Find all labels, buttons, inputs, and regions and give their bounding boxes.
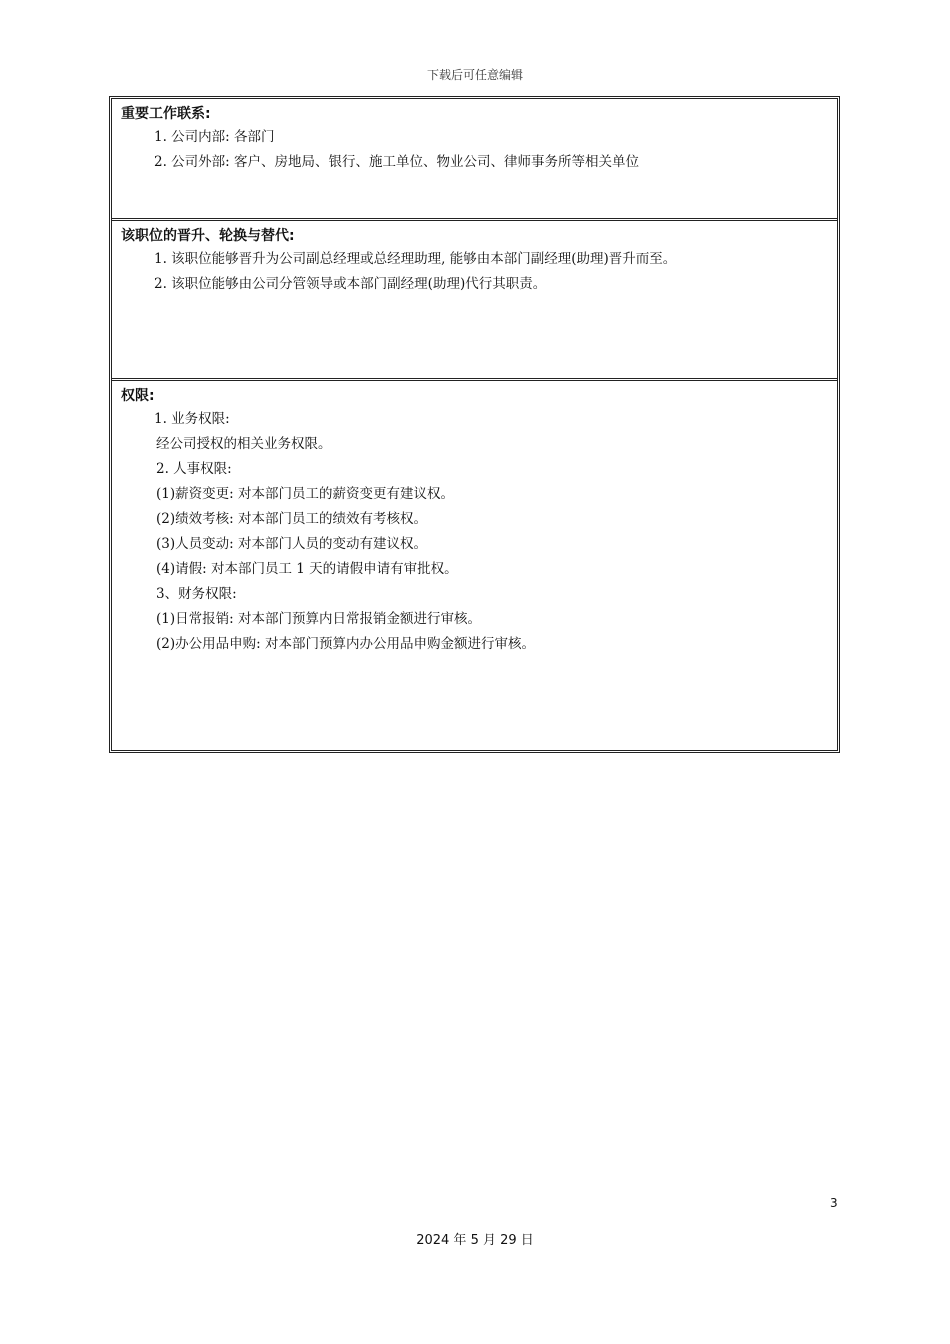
list-item: (2)绩效考核: 对本部门员工的绩效有考核权。 — [156, 511, 427, 527]
section-title: 重要工作联系: — [121, 106, 211, 122]
section-promotion — [112, 221, 837, 381]
list-item: 2. 人事权限: — [156, 461, 232, 477]
job-description-table — [109, 96, 840, 753]
section-authority — [112, 381, 837, 750]
header-note: 下载后可任意编辑 — [426, 68, 523, 82]
list-item: 2. 公司外部: 客户、房地局、银行、施工单位、物业公司、律师事务所等相关单位 — [154, 154, 640, 170]
list-item: (4)请假: 对本部门员工 1 天的请假申请有审批权。 — [156, 561, 458, 577]
list-item: (1)薪资变更: 对本部门员工的薪资变更有建议权。 — [156, 486, 454, 502]
list-item: (3)人员变动: 对本部门人员的变动有建议权。 — [156, 536, 427, 552]
footer-date: 2024 年 5 月 29 日 — [416, 1233, 534, 1248]
section-title: 该职位的晋升、轮换与替代: — [121, 228, 295, 244]
list-item: 经公司授权的相关业务权限。 — [156, 436, 332, 452]
section-work-relations — [112, 99, 837, 221]
list-item: 3、财务权限: — [156, 586, 237, 602]
list-item: 1. 该职位能够晋升为公司副总经理或总经理助理, 能够由本部门副经理(助理)晋升而至。 — [154, 251, 677, 267]
list-item: (1)日常报销: 对本部门预算内日常报销金额进行审核。 — [156, 611, 481, 627]
list-item: 1. 业务权限: — [154, 411, 230, 427]
section-title: 权限: — [121, 388, 155, 404]
list-item: (2)办公用品申购: 对本部门预算内办公用品申购金额进行审核。 — [156, 636, 535, 652]
page-number: 3 — [830, 1196, 838, 1210]
list-item: 2. 该职位能够由公司分管领导或本部门副经理(助理)代行其职责。 — [154, 276, 547, 292]
list-item: 1. 公司内部: 各部门 — [154, 129, 275, 145]
